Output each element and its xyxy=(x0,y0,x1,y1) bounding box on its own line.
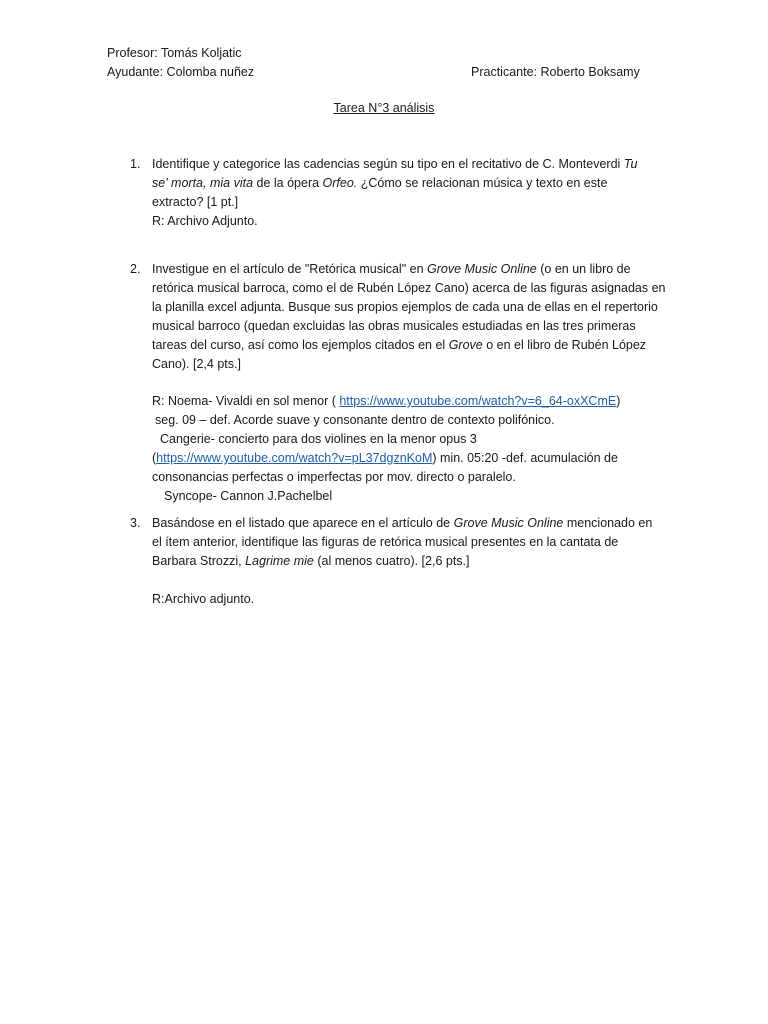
youtube-link-cangerie[interactable]: https://www.youtube.com/watch?v=pL37dgznKoM xyxy=(156,451,433,465)
item-3-line-3: Barbara Strozzi, Lagrime mie (al menos cuatro). [2,6 pts.] xyxy=(152,554,470,568)
practicante-line: Practicante: Roberto Boksamy xyxy=(471,65,640,79)
item-1-line-3: extracto? [1 pt.] xyxy=(152,195,239,209)
item-2-line-1: Investigue en el artículo de "Retórica musical" en Grove Music Online (o en un libro de xyxy=(152,262,631,276)
item-number: 3. xyxy=(130,516,141,530)
page-title: Tarea N°3 análisis xyxy=(333,101,435,115)
item-2-answer-line-6: Syncope- Cannon J.Pachelbel xyxy=(164,489,333,503)
ayudante-line: Ayudante: Colomba nuñez xyxy=(107,65,255,79)
item-2-answer-line-5: consonancias perfectas o imperfectas por mov. directo o paralelo. xyxy=(152,470,516,484)
item-2-answer-line-4: (https://www.youtube.com/watch?v=pL37dgznKoM) min. 05:20 -def. acumulación de xyxy=(152,451,618,465)
item-2-answer-line-2: seg. 09 – def. Acorde suave y consonante dentro de contexto polifónico. xyxy=(155,413,555,427)
item-2-answer-line-3: Cangerie- concierto para dos violines en la menor opus 3 xyxy=(160,432,477,446)
item-2-line-5: tareas del curso, así como los ejemplos citados en el Grove o en el libro de Rubén López xyxy=(152,338,647,352)
youtube-link-noema[interactable]: https://www.youtube.com/watch?v=6_64-oxXCmE xyxy=(339,394,617,408)
item-2-line-4: musical barroco (quedan excluidas las obras musicales estudiadas en las tres primeras xyxy=(152,319,636,333)
item-number: 1. xyxy=(130,157,141,171)
item-2-line-2: retórica musical barroca, como el de Rubén López Cano) acerca de las figuras asignadas en xyxy=(152,281,666,295)
item-3-line-1: Basándose en el listado que aparece en el artículo de Grove Music Online mencionado en xyxy=(152,516,653,530)
item-3-line-2: el ítem anterior, identifique las figuras de retórica musical presentes en la cantata de xyxy=(152,535,619,549)
item-2-line-6: Cano). [2,4 pts.] xyxy=(152,357,241,371)
profesor-line: Profesor: Tomás Koljatic xyxy=(107,46,242,60)
item-2-line-3: la planilla excel adjunta. Busque sus propios ejemplos de cada una de ellas en el repertorio xyxy=(152,300,658,314)
item-1-line-1: Identifique y categorice las cadencias según su tipo en el recitativo de C. Monteverdi Tu xyxy=(152,157,638,171)
item-2-answer-line-1: R: Noema- Vivaldi en sol menor ( https://www.youtube.com/watch?v=6_64-oxXCmE) xyxy=(152,394,621,408)
item-1-answer: R: Archivo Adjunto. xyxy=(152,214,258,228)
item-1-line-2: se' morta, mia vita de la ópera Orfeo. ¿Cómo se relacionan música y texto en este xyxy=(152,176,608,190)
item-3-answer: R:Archivo adjunto. xyxy=(152,592,255,606)
item-number: 2. xyxy=(130,262,141,276)
